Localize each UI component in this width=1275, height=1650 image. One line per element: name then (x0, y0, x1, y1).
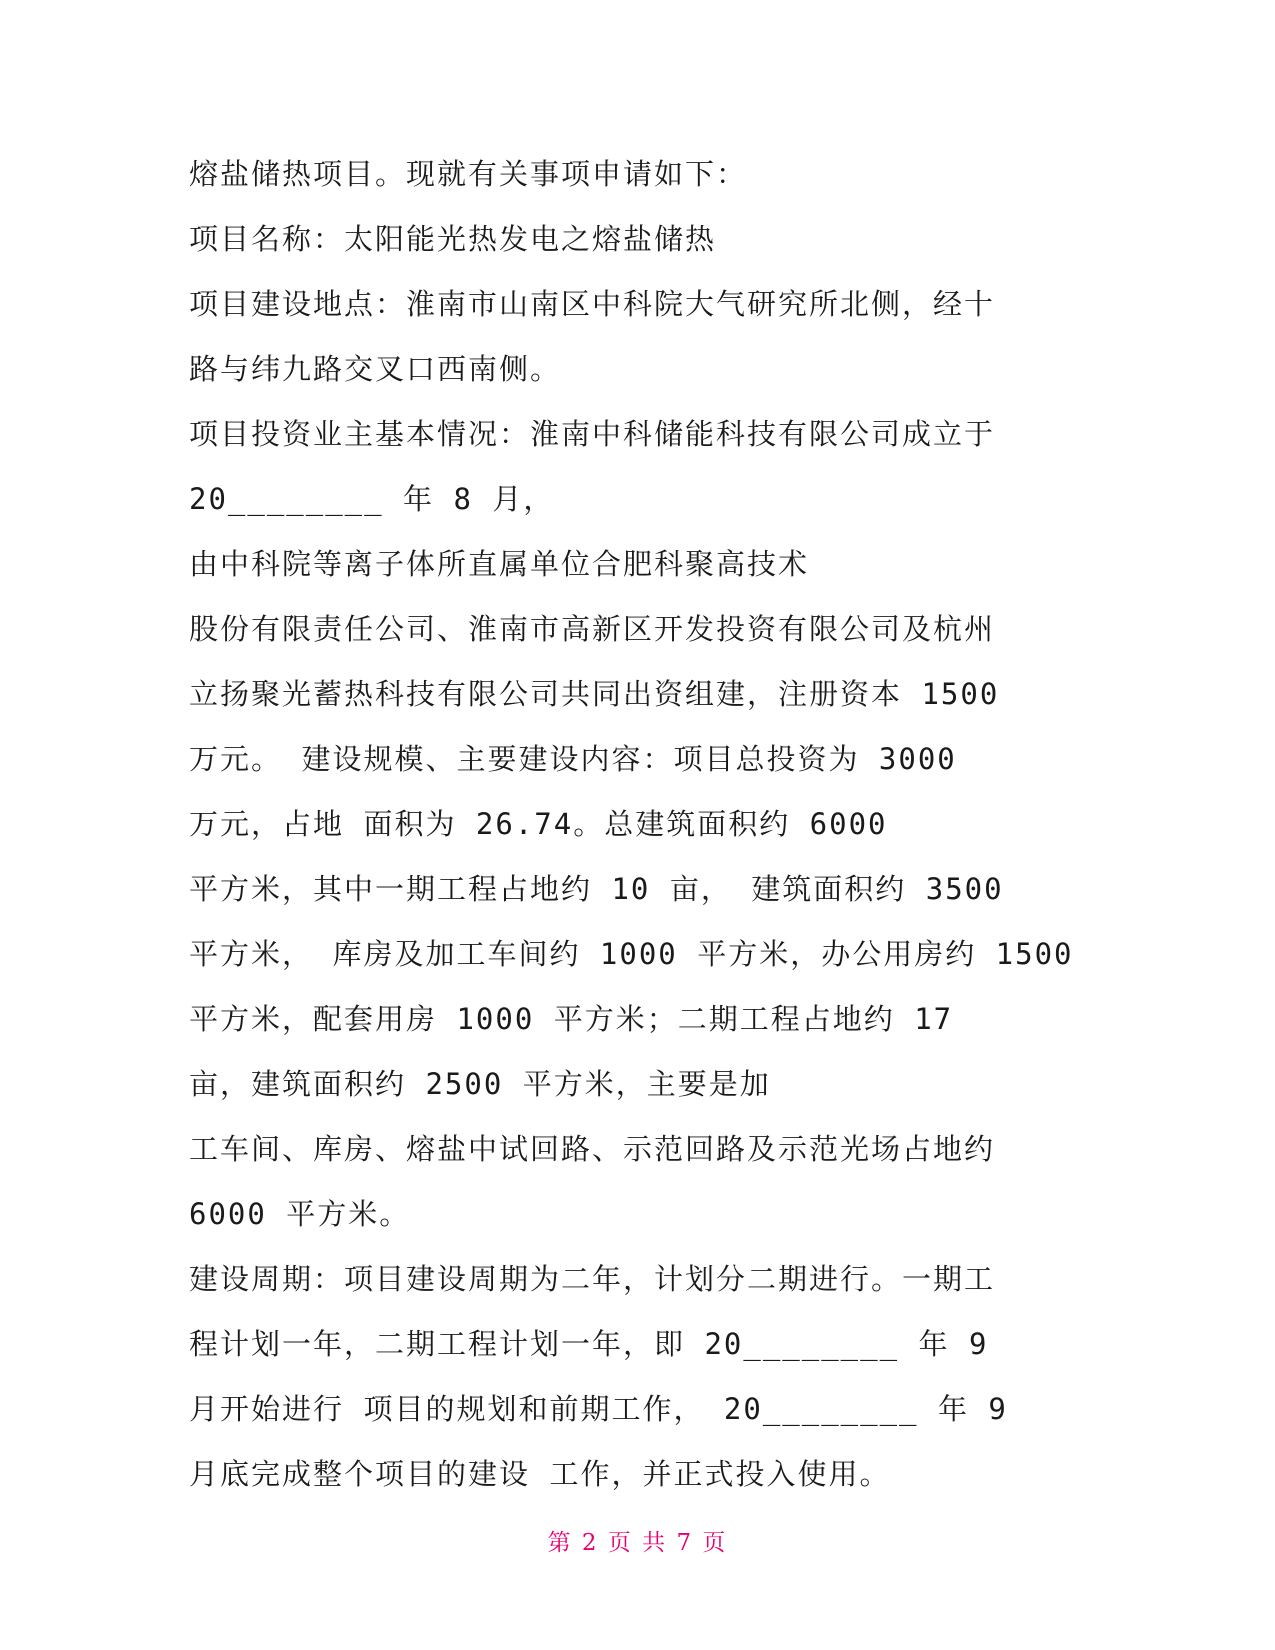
text-line: 平方米，配套用房 1000 平方米；二期工程占地约 17 (189, 1002, 954, 1036)
text-line: 工车间、库房、熔盐中试回路、示范回路及示范光场占地约 (189, 1132, 996, 1166)
text-line: 路与纬九路交叉口西南侧。 (189, 352, 562, 386)
text-line: 月底完成整个项目的建设 工作，并正式投入使用。 (189, 1457, 891, 1491)
text-line: 万元，占地 面积为 26.74。总建筑面积约 6000 (189, 807, 888, 841)
text-line: 项目投资业主基本情况：淮南中科储能科技有限公司成立于 (189, 417, 996, 451)
text-line: 程计划一年，二期工程计划一年，即 20________ 年 9 (189, 1327, 989, 1361)
page-number-footer: 第 2 页 共 7 页 (547, 1530, 728, 1556)
text-line: 熔盐储热项目。现就有关事项申请如下： (189, 157, 748, 191)
text-line: 万元。 建设规模、主要建设内容：项目总投资为 3000 (189, 742, 957, 776)
text-line: 立扬聚光蓄热科技有限公司共同出资组建，注册资本 1500 (189, 677, 1000, 711)
text-line: 20________ 年 8 月， (189, 482, 555, 516)
text-line: 股份有限责任公司、淮南市高新区开发投资有限公司及杭州 (189, 612, 996, 646)
text-line: 亩，建筑面积约 2500 平方米，主要是加 (189, 1067, 771, 1101)
text-line: 项目名称：太阳能光热发电之熔盐储热 (189, 222, 717, 256)
text-line: 平方米，其中一期工程占地约 10 亩， 建筑面积约 3500 (189, 872, 1004, 906)
document-body (189, 142, 1089, 1507)
text-line: 月开始进行 项目的规划和前期工作， 20________ 年 9 (189, 1392, 1008, 1426)
text-line: 由中科院等离子体所直属单位合肥科聚高技术 (189, 547, 810, 581)
text-line: 项目建设地点：淮南市山南区中科院大气研究所北侧，经十 (189, 287, 996, 321)
text-line: 平方米， 库房及加工车间约 1000 平方米，办公用房约 1500 (189, 937, 1074, 971)
text-line: 建设周期：项目建设周期为二年，计划分二期进行。一期工 (189, 1262, 996, 1296)
text-line: 6000 平方米。 (189, 1197, 411, 1231)
